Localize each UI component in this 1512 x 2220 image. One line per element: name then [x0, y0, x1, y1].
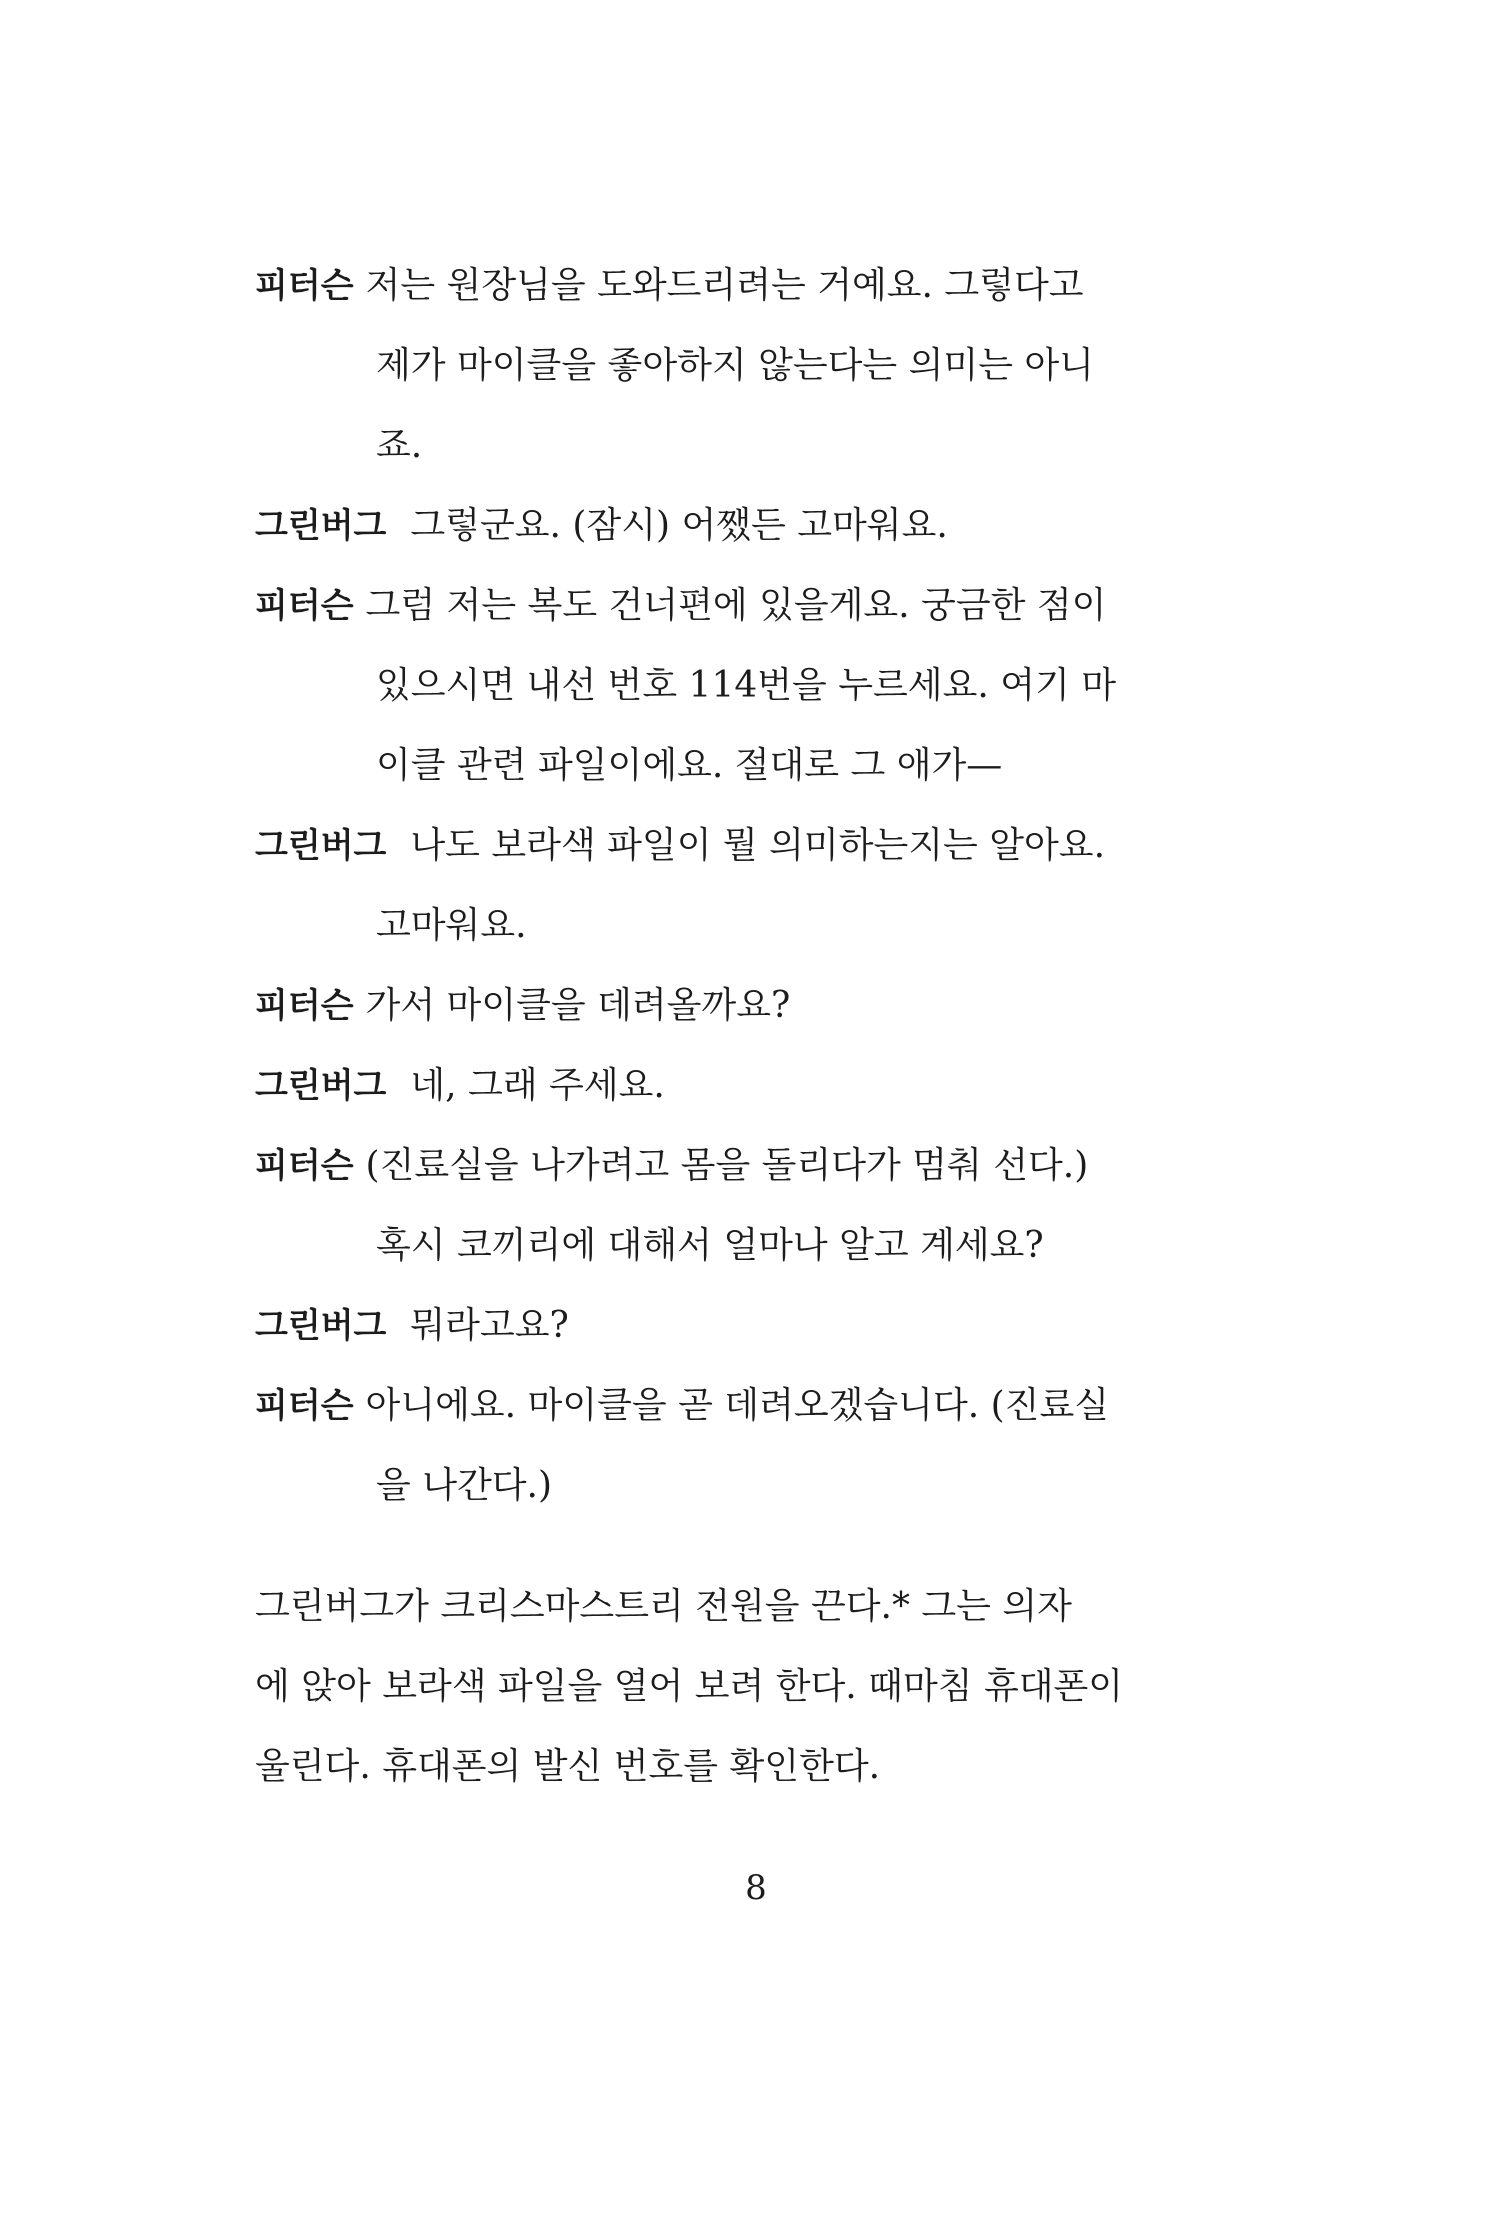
stage-direction-line: 울린다. 휴대폰의 발신 번호를 확인한다. — [255, 1746, 881, 1787]
speech-text: 네, 그래 주세요. — [410, 1065, 665, 1106]
speaker-name: 그린버그 — [255, 1066, 387, 1106]
speaker-name: 피터슨 — [255, 1386, 354, 1426]
stage-direction-line: 그린버그가 크리스마스트리 전원을 끈다.* 그는 의자 — [255, 1586, 1072, 1627]
speech-text: 가서 마이클을 데려올까요? — [365, 985, 791, 1026]
speech-text: 그렇군요. (잠시) 어쨌든 고마워요. — [410, 505, 948, 546]
dialogue-continuation — [255, 726, 1275, 806]
speaker-name: 피터슨 — [255, 586, 354, 626]
speech-text: 제가 마이클을 좋아하지 않는다는 의미는 아니 — [376, 345, 1094, 386]
speech-text: 고마워요. — [376, 905, 527, 946]
speaker-name: 그린버그 — [255, 506, 387, 546]
speech-text: 그럼 저는 복도 건너편에 있을게요. 궁금한 점이 — [365, 585, 1107, 626]
stage-direction-line: 에 앉아 보라색 파일을 열어 보려 한다. 때마침 휴대폰이 — [255, 1666, 1124, 1707]
speech-text: 저는 원장님을 도와드리려는 거예요. 그렇다고 — [365, 265, 1084, 306]
dialogue-line — [255, 486, 1275, 566]
speaker-name: 피터슨 — [255, 266, 354, 306]
speech-text: (진료실을 나가려고 몸을 돌리다가 멈춰 선다.) — [365, 1145, 1089, 1186]
dialogue-continuation — [255, 1206, 1275, 1286]
speaker-name: 피터슨 — [255, 986, 354, 1026]
dialogue-continuation — [255, 406, 1275, 486]
speech-text: 이클 관련 파일이에요. 절대로 그 애가— — [376, 745, 1003, 786]
dialogue-line — [255, 966, 1275, 1046]
dialogue-line — [255, 1126, 1275, 1206]
dialogue-line — [255, 1046, 1275, 1126]
dialogue-line — [255, 1286, 1275, 1366]
page-number: 8 — [745, 1868, 767, 1908]
speech-text: 을 나간다.) — [376, 1465, 553, 1506]
speech-text: 뭐라고요? — [410, 1305, 569, 1346]
stage-direction — [255, 1567, 1275, 1807]
dialogue-continuation — [255, 326, 1275, 406]
dialogue-line — [255, 806, 1275, 886]
speech-text: 아니에요. 마이클을 곧 데려오겠습니다. (진료실 — [365, 1385, 1109, 1426]
dialogue-line — [255, 1366, 1275, 1446]
speech-text: 나도 보라색 파일이 뭘 의미하는지는 알아요. — [410, 825, 1106, 866]
speaker-name: 그린버그 — [255, 1306, 387, 1346]
dialogue-continuation — [255, 886, 1275, 966]
dialogue-line — [255, 566, 1275, 646]
dialogue-continuation — [255, 646, 1275, 726]
dialogue-continuation — [255, 1446, 1275, 1526]
speaker-name: 그린버그 — [255, 826, 387, 866]
dialogue-line — [255, 246, 1275, 326]
speech-text: 죠. — [376, 425, 423, 466]
speech-text: 있으시면 내선 번호 114번을 누르세요. 여기 마 — [376, 665, 1117, 706]
speaker-name: 피터슨 — [255, 1146, 354, 1186]
speech-text: 혹시 코끼리에 대해서 얼마나 알고 계세요? — [376, 1225, 1044, 1266]
dialogue-block — [255, 246, 1275, 1526]
